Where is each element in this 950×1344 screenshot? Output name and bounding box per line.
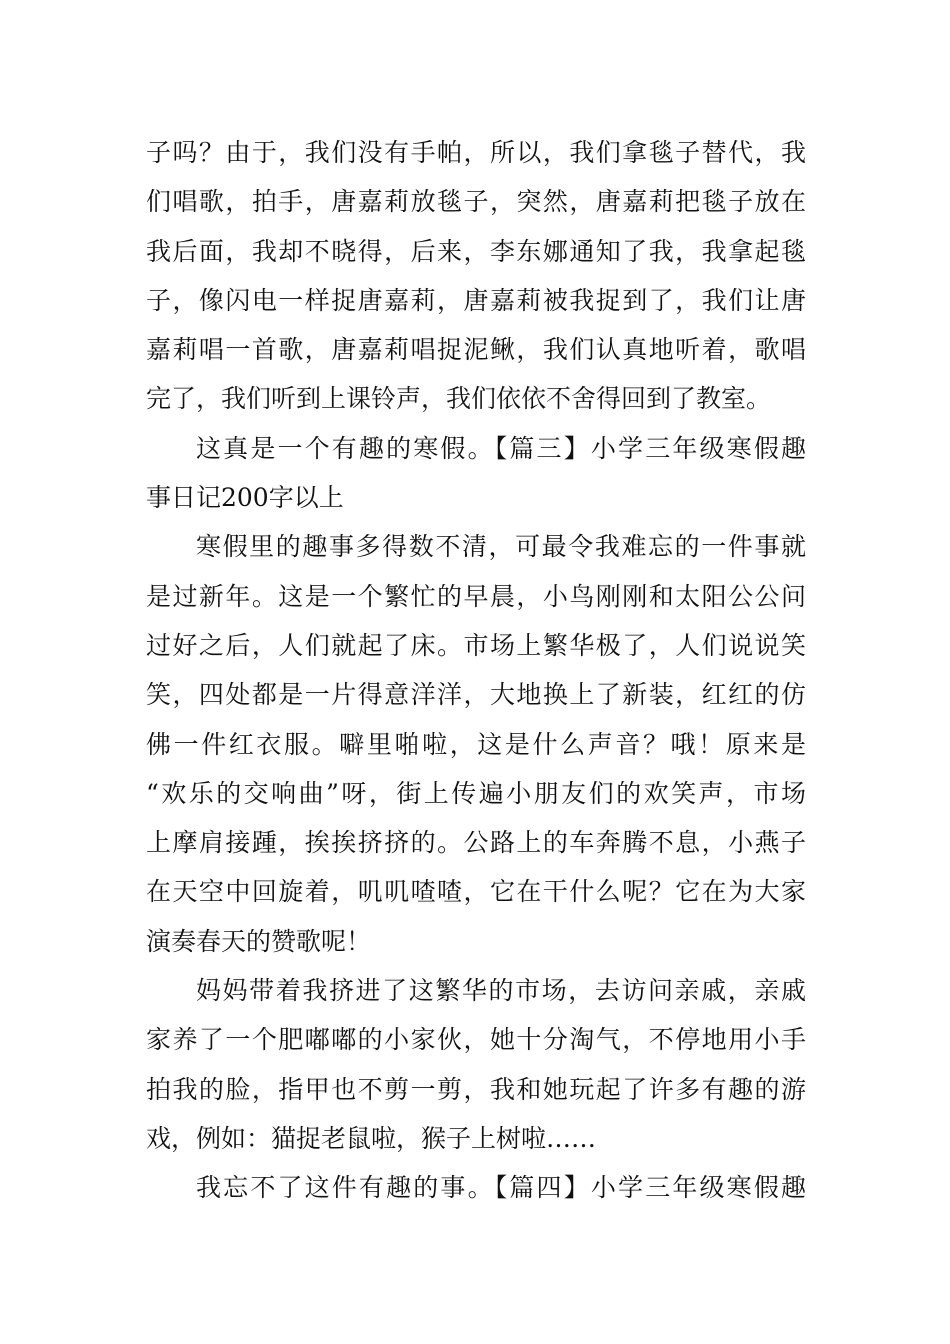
text-line: 在天空中回旋着，叽叽喳喳，它在干什么呢？它在为大家 [146,877,806,907]
text-line: 这真是一个有趣的寒假。【篇三】小学三年级寒假趣 [196,433,806,463]
text-line: 戏，例如：猫捉老鼠啦，猴子上树啦…… [146,1123,597,1153]
body-text [146,128,806,1213]
text-line: 完了，我们听到上课铃声，我们依依不舍得回到了教室。 [146,384,772,414]
text-line: 我后面，我却不晓得，后来，李东娜通知了我，我拿起毯 [146,236,806,266]
text-line: 嘉莉唱一首歌，唐嘉莉唱捉泥鳅，我们认真地听着，歌唱 [146,335,806,365]
text-line: 拍我的脸，指甲也不剪一剪，我和她玩起了许多有趣的游 [146,1074,806,1104]
text-line: 子，像闪电一样捉唐嘉莉，唐嘉莉被我捉到了，我们让唐 [146,285,806,315]
text-line: “欢乐的交响曲”呀，街上传遍小朋友们的欢笑声，市场 [146,778,806,808]
text-line: 演奏春天的赞歌呢！ [146,926,372,956]
text-line: 是过新年。这是一个繁忙的早晨，小鸟刚刚和太阳公公问 [146,581,806,611]
text-line: 佛一件红衣服。噼里啪啦，这是什么声音？哦！原来是 [146,729,806,759]
text-line: 过好之后，人们就起了床。市场上繁华极了，人们说说笑 [146,630,806,660]
text-line: 妈妈带着我挤进了这繁华的市场，去访问亲戚，亲戚 [196,976,806,1006]
text-line: 事日记200字以上 [146,483,344,513]
text-line: 笑，四处都是一片得意洋洋，大地换上了新装，红红的仿 [146,680,806,710]
text-line: 子吗？由于，我们没有手帕，所以，我们拿毯子替代，我 [146,138,806,167]
text-line: 上摩肩接踵，挨挨挤挤的。公路上的车奔腾不息，小燕子 [146,828,806,858]
text-line: 家养了一个肥嘟嘟的小家伙，她十分淘气，不停地用小手 [146,1025,806,1055]
text-line: 们唱歌，拍手，唐嘉莉放毯子，突然，唐嘉莉把毯子放在 [146,187,806,217]
text-line: 寒假里的趣事多得数不清，可最令我难忘的一件事就 [196,532,806,562]
text-line: 我忘不了这件有趣的事。【篇四】小学三年级寒假趣 [196,1173,806,1203]
